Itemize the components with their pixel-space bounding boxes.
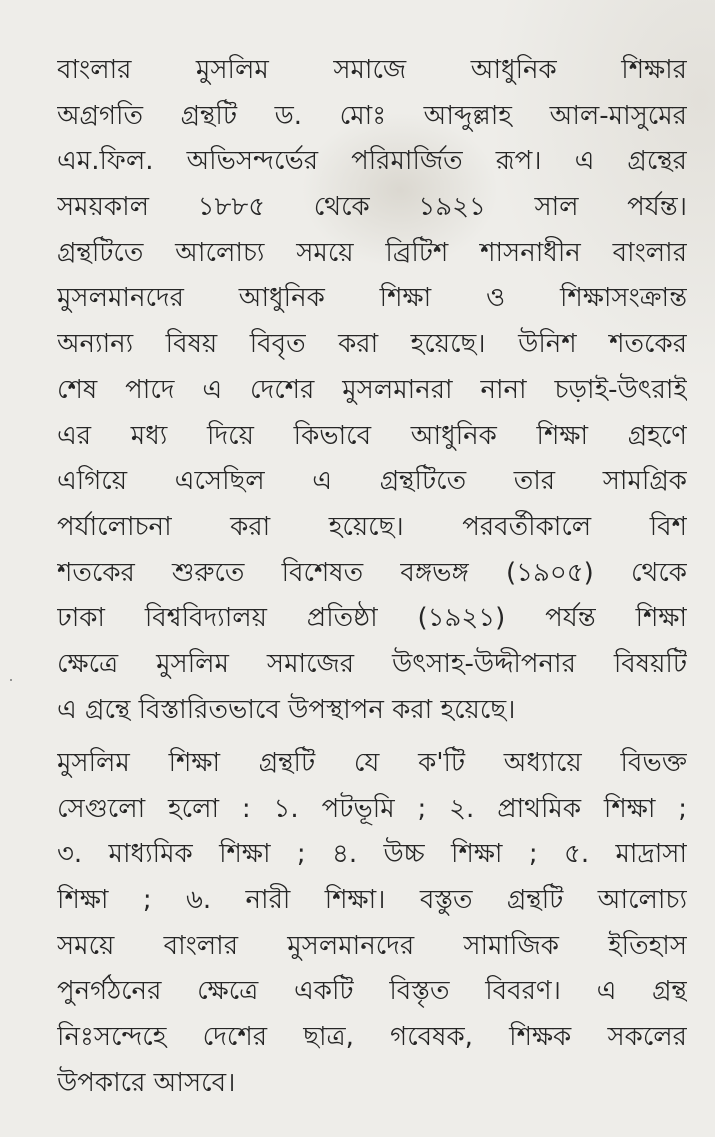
text-line: সময়ে বাংলার মুসলমানদের সামাজিক ইতিহাস (57, 930, 687, 961)
text-line: এর মধ্য দিয়ে কিভাবে আধুনিক শিক্ষা গ্রহণে (57, 420, 687, 451)
text-line: পুনর্গঠনের ক্ষেত্রে একটি বিস্তৃত বিবরণ। এ গ্রন্থ (57, 976, 687, 1007)
paragraph-chapters (57, 741, 687, 1107)
text-line: মুসলমানদের আধুনিক শিক্ষা ও শিক্ষাসংক্রান্ত (57, 283, 687, 314)
text-line: গ্রন্থটিতে আলোচ্য সময়ে ব্রিটিশ শাসনাধীন বাংলার (57, 237, 687, 268)
paragraph-book-overview (57, 48, 687, 733)
text-line: এগিয়ে এসেছিল এ গ্রন্থটিতে তার সামগ্রিক (57, 466, 687, 497)
text-line: এম.ফিল. অভিসন্দর্ভের পরিমার্জিত রূপ। এ গ্রন্থের (57, 146, 687, 177)
text-line: নিঃসন্দেহে দেশের ছাত্র, গবেষক, শিক্ষক সকলের (57, 1022, 687, 1053)
text-line: উপকারে আসবে। (57, 1067, 236, 1098)
text-line: পর্যালোচনা করা হয়েছে। পরবর্তীকালে বিশ (57, 511, 687, 542)
text-line: ঢাকা বিশ্ববিদ্যালয় প্রতিষ্ঠা (১৯২১) পর্যন্ত শিক্ষা (57, 603, 687, 634)
text-line: সেগুলো হলো : ১. পটভূমি ; ২. প্রাথমিক শিক্ষা ; (57, 793, 687, 824)
text-line: ক্ষেত্রে মুসলিম সমাজের উৎসাহ-উদ্দীপনার বিষয়টি (57, 648, 687, 679)
text-line: বাংলার মুসলিম সমাজে আধুনিক শিক্ষার (57, 55, 687, 85)
text-line: এ গ্রন্থে বিস্তারিতভাবে উপস্থাপন করা হয়েছে। (57, 694, 516, 725)
text-line: শেষ পাদে এ দেশের মুসলমানরা নানা চড়াই-উৎরাই (57, 374, 687, 405)
text-line: সময়কাল ১৮৮৫ থেকে ১৯২১ সাল পর্যন্ত। (57, 192, 687, 223)
text-line: অন্যান্য বিষয় বিবৃত করা হয়েছে। উনিশ শতকের (57, 329, 687, 360)
text-line: মুসলিম শিক্ষা গ্রন্থটি যে ক'টি অধ্যায়ে বিভক্ত (57, 748, 687, 778)
text-line: ৩. মাধ্যমিক শিক্ষা ; ৪. উচ্চ শিক্ষা ; ৫. মাদ্রাসা (57, 839, 687, 870)
text-line: শতকের শুরুতে বিশেষত বঙ্গভঙ্গ (১৯০৫) থেকে (57, 557, 687, 588)
page-speck (10, 679, 12, 681)
text-line: অগ্রগতি গ্রন্থটি ড. মোঃ আব্দুল্লাহ আল-মাসুমের (57, 100, 687, 131)
text-line: শিক্ষা ; ৬. নারী শিক্ষা। বস্তুত গ্রন্থটি আলোচ্য (57, 885, 687, 916)
